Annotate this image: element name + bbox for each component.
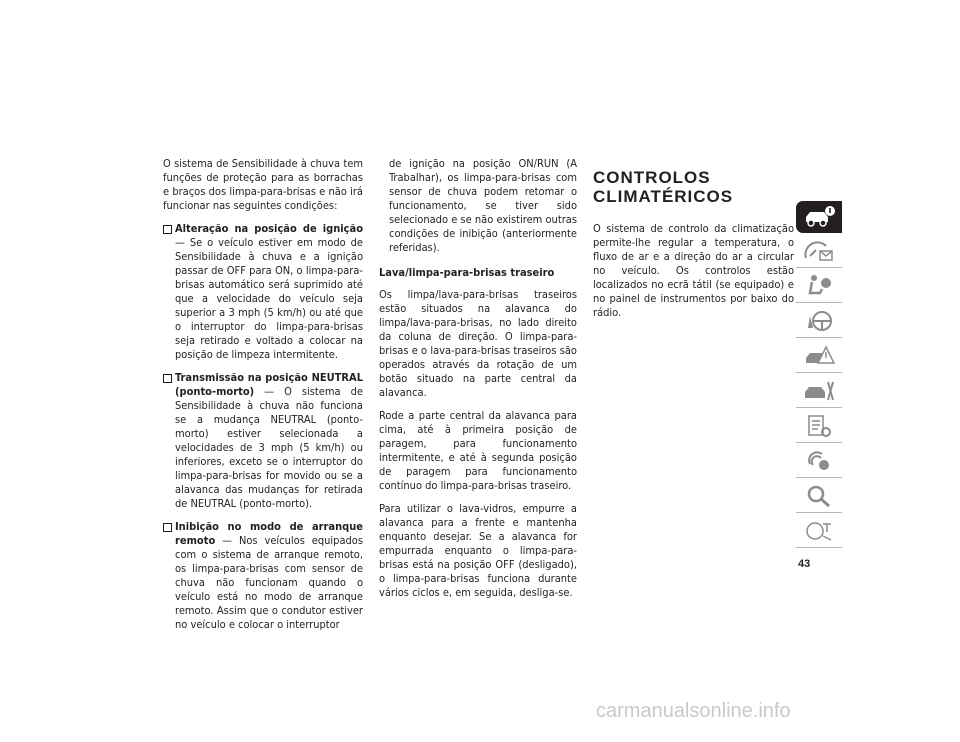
multimedia-icon: [802, 448, 836, 474]
rear-wiper-heading: Lava/limpa-para-brisas traseiro: [379, 266, 555, 279]
bullet-title: Transmissão na posição NEUTRAL (ponto-morto): [175, 371, 363, 398]
bullet-ignition-change: [163, 222, 363, 362]
dashboard-message-icon: [802, 238, 836, 264]
steering-wheel-icon: [802, 308, 836, 334]
section-title: [593, 168, 794, 206]
language-icon: [802, 518, 836, 544]
bullet-remote-start: [163, 520, 363, 632]
continuation-paragraph: de ignição na posição ON/RUN (A Trabalhar), os limpa-para-brisas com sensor de chuva podem retomar o funcionamento, se tiver sido selecionado e se não existirem outras condições de inibição (anteriormente referidas).: [389, 157, 577, 254]
section-title-line1: CONTROLOS: [593, 168, 711, 187]
specifications-icon: [802, 413, 836, 439]
search-icon: [802, 483, 836, 509]
bullet-title: Inibição no modo de arranque remoto: [175, 520, 363, 547]
tab-warning-car[interactable]: [796, 340, 842, 373]
checkbox-bullet-icon: [163, 523, 172, 532]
rotate-paragraph: Rode a parte central da alavanca para cima, até à primeira posição de paragem, para funcionamento intermitente, e até à segunda posição de paragem para funcionamento contínuo do limpa-para-brisas traseiro.: [379, 409, 577, 492]
tab-search[interactable]: [796, 480, 842, 513]
section-title-line2: CLIMATÉRICOS: [593, 187, 734, 206]
tab-multimedia[interactable]: [796, 445, 842, 478]
intro-paragraph: O sistema de Sensibilidade à chuva tem funções de proteção para as borrachas e braços dos limpa-para-brisas e não irá funcionar nas seguintes condições:: [163, 157, 363, 212]
page-number: 43: [798, 558, 811, 570]
climate-paragraph: O sistema de controlo da climatização permite-lhe regular a temperatura, o fluxo de ar e a direção do ar a circular no veículo. Os controlos estão localizados no ecrã tátil (se equipado) e no painel de instrumentos por baixo do rádio.: [593, 222, 794, 319]
right-column: [593, 168, 794, 329]
tab-steering-wheel[interactable]: [796, 305, 842, 338]
watermark: carmanualsonline.info: [596, 700, 791, 722]
left-column: [163, 157, 363, 641]
bullet-text: — Nos veículos equipados com o sistema de arranque remoto, os limpa-para-brisas com sensor de chuva não funcionam quando o veículo está no modo de arranque remoto. Assim que o condutor estiver no veículo e colocar o interruptor: [175, 534, 363, 631]
car-info-icon: [802, 204, 836, 230]
tab-airbag-seat[interactable]: [796, 270, 842, 303]
washer-paragraph: Para utilizar o lava-vidros, empurre a alavanca para a frente e mantenha enquanto desejar. Se a alavanca for empurrada enquanto o limpa-para-brisas está na posição OFF (desligado), o limpa-para-brisas funciona durante vários ciclos e, em seguida, desliga-se.: [379, 502, 577, 599]
tab-car-tools[interactable]: [796, 375, 842, 408]
checkbox-bullet-icon: [163, 225, 172, 234]
tab-car-info[interactable]: [796, 201, 842, 233]
tab-dashboard-message[interactable]: [796, 235, 842, 268]
airbag-seat-icon: [802, 273, 836, 299]
tab-specifications[interactable]: [796, 410, 842, 443]
tab-language[interactable]: [796, 515, 842, 548]
car-tools-icon: [802, 378, 836, 404]
bullet-text: — O sistema de Sensibilidade à chuva não funciona se a mudança NEUTRAL (ponto-morto) estiver selecionada a velocidades de 3 mph (5 km/h) ou inferiores, exceto se o interruptor do limpa-para-brisas for movido ou se a alavanca das mudanças for retirada de NEUTRAL (ponto-morto).: [175, 385, 363, 510]
middle-column: [379, 157, 577, 609]
checkbox-bullet-icon: [163, 374, 172, 383]
chapter-tabs: [796, 201, 842, 550]
bullet-text: — Se o veículo estiver em modo de Sensibilidade à chuva e a ignição passar de OFF para ON, o limpa-para-brisas automático será suprimido até que a velocidade do veículo seja superior a 3 mph (5 km/h) ou até que o interruptor do limpa-para-brisas seja retirado e voltado a colocar na posição de limpeza intermitente.: [175, 236, 363, 361]
warning-car-icon: [802, 343, 836, 369]
rear-wiper-paragraph: Os limpa/lava-para-brisas traseiros estão situados na alavanca do limpa/lava-para-brisas, no lado direito da coluna de direção. O limpa-para-brisas e o lava-para-brisas traseiros são operados através da rotação de um botão situado na parte central da alavanca.: [379, 288, 577, 399]
bullet-neutral: [163, 371, 363, 511]
bullet-title: Alteração na posição de ignição: [175, 222, 363, 235]
